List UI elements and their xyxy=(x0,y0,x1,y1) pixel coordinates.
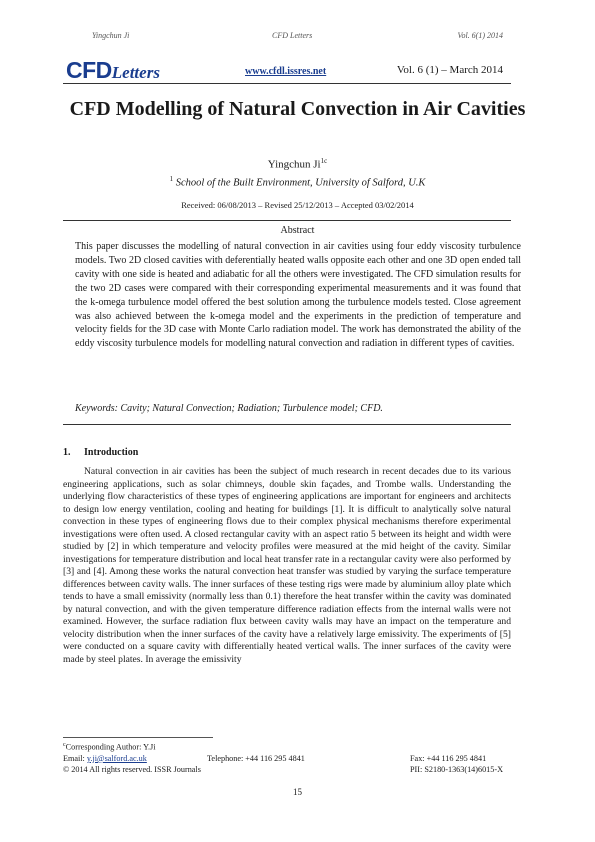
paper-title: CFD Modelling of Natural Convection in Air Cavities xyxy=(69,98,526,120)
running-header-volume: Vol. 6(1) 2014 xyxy=(457,31,503,40)
contact-row xyxy=(63,753,511,764)
keywords: Keywords: Cavity; Natural Convection; Radiation; Turbulence model; CFD. xyxy=(75,403,383,414)
fax: Fax: +44 116 295 4841 xyxy=(410,753,487,763)
masthead-volume: Vol. 6 (1) – March 2014 xyxy=(396,64,503,76)
abstract-top-rule xyxy=(63,220,511,221)
author-name: Yingchun Ji xyxy=(267,158,321,171)
running-header-author: Yingchun Ji xyxy=(92,31,130,40)
page-number: 15 xyxy=(293,787,302,797)
abstract-heading: Abstract xyxy=(280,225,315,236)
section-number: 1. xyxy=(63,447,71,458)
journal-logo xyxy=(66,57,160,84)
affiliation: School of the Built Environment, University of Salford, U.K xyxy=(175,177,426,189)
footnote xyxy=(63,740,511,775)
logo-sub: Letters xyxy=(111,63,160,82)
affiliation-number: 1 xyxy=(169,175,174,183)
pii: PII: S2180-1363(14)6015-X xyxy=(410,764,504,774)
author-line xyxy=(60,157,535,171)
corresponding-author xyxy=(63,740,511,753)
masthead-rule xyxy=(63,83,511,84)
copyright: © 2014 All rights reserved. ISSR Journals xyxy=(63,764,201,774)
logo-main: CFD xyxy=(66,57,112,83)
email-label: Email: xyxy=(63,753,85,763)
section-body: Natural convection in air cavities has been the subject of much research in recent decades due to its various engineering applications, such as solar chimneys, double skin façades, and Trombe walls. Understanding the underlying flow characteristics of these types of engineering applications are important for engineers and architects to design low energy ventilation, cooling and heating for buildings [1]. It is difficult to analytically solve natural convection in these types of engineering flows due to their complex physical mechanisms therefore experimental investigations were often used. A closed rectangular cavity with an aspect ratio 5 between its height and width were studied by [2] in which temperature and velocity profiles were measured at the mid height of the cavity. Similar investigations for temperature distribution and local heat transfer rate in a rectangular cavity were also performed by [3] and [4]. Among these works the natural convection heat transfer was studied by varying the surface temperature differences between cavity walls. The inner surfaces of these testing rigs were made by aluminium alloy plate which tends to have a small emissivity (normally less than 0.1) therefore the heat transfer within the cavity was dominated by natural convection, and with the given temperature difference radiation effects from the internal walls were not examined. However, the surface radiation flux between cavity walls may have an impact on the temperature and velocity distribution when the inner surfaces of the cavity have a relatively large emissivity. The experiments of [5] were conducted on a square cavity with differentially heated vertical walls. The inner surfaces of the cavity were made by steel plates. In average the emissivity xyxy=(63,466,511,665)
journal-url-link[interactable]: www.cfdl.issres.net xyxy=(245,66,327,77)
corresponding-mark: c xyxy=(63,742,66,748)
telephone: Telephone: +44 116 295 4841 xyxy=(207,753,305,763)
email-link[interactable]: y.ji@salford.ac.uk xyxy=(86,753,147,763)
author-superscript: 1c xyxy=(320,157,328,165)
abstract-bottom-rule xyxy=(63,424,511,425)
copyright-row xyxy=(63,764,511,775)
section-title: Introduction xyxy=(84,447,139,458)
corresponding-author-label: Corresponding Author: Y.Ji xyxy=(65,742,156,752)
submission-dates: Received: 06/08/2013 – Revised 25/12/2013 – Accepted 03/02/2014 xyxy=(181,200,414,210)
footnote-rule xyxy=(63,737,213,738)
affiliation-line xyxy=(60,175,535,189)
running-header-journal: CFD Letters xyxy=(272,31,313,40)
section-heading xyxy=(63,447,138,458)
abstract-text: This paper discusses the modelling of natural convection in air cavities using four eddy viscosity turbulence models. Two 2D closed cavities with deferentially heated walls opposite each other and one 3D open ended tall cavity with one side is heated and adiabatic for all the others were investigated. The CFD simulation results for the two 2D cases were compared with their corresponding experimental measurements and it was found that the k-omega turbulence model offered the best solution among the turbulence models tested. Close agreement was also achieved between the k-omega model and the experiments in the prediction of temperature and velocity fields for the 3D case with Monte Carlo radiation model. The work has demonstrated the ability of the eddy viscosity turbulence models for modelling natural convection and radiation in different types of cavities. xyxy=(75,241,521,350)
